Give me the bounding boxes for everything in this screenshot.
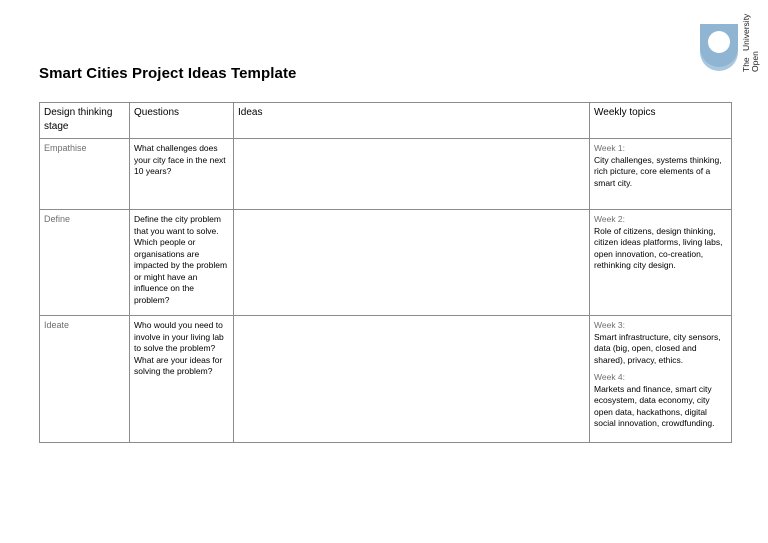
logo-text — [741, 13, 768, 72]
header-ideas: Ideas — [234, 103, 590, 139]
table-header-row — [40, 103, 732, 139]
table-row — [40, 210, 732, 316]
weekly-topics-cell — [590, 139, 732, 210]
question-cell: Define the city problem that you want to solve. Which people or organisations are impacted by the problem or might have an influence on the problem? — [130, 210, 234, 316]
table-row — [40, 316, 732, 443]
idea-cell[interactable] — [234, 210, 590, 316]
table-row — [40, 139, 732, 210]
header-weekly-topics: Weekly topics — [590, 103, 732, 139]
logo-text-line2: University — [741, 13, 751, 52]
week-topics: Smart infrastructure, city sensors, data (big, open, closed and shared), privacy, ethics. — [594, 331, 721, 365]
weekly-topics-cell — [590, 316, 732, 443]
week-label: Week 3: — [594, 320, 626, 330]
page-title: Smart Cities Project Ideas Template — [39, 65, 297, 82]
idea-cell[interactable] — [234, 139, 590, 210]
week-topics: Markets and finance, smart city ecosystem, data economy, city open data, hackathons, digital social innovation, crowdfunding. — [594, 383, 715, 428]
week-topics: City challenges, systems thinking, rich picture, core elements of a smart city. — [594, 154, 722, 188]
question-cell: What challenges does your city face in the next 10 years? — [130, 139, 234, 210]
week-topics: Role of citizens, design thinking, citizen ideas platforms, living labs, open innovation, co-creation, rethinking city design. — [594, 225, 723, 270]
idea-cell[interactable] — [234, 316, 590, 443]
stage-cell: Empathise — [40, 139, 130, 210]
header-design-thinking-stage: Design thinking stage — [40, 103, 130, 139]
stage-cell: Ideate — [40, 316, 130, 443]
header-questions: Questions — [130, 103, 234, 139]
question-cell: Who would you need to involve in your living lab to solve the problem? What are your ideas for solving the problem? — [130, 316, 234, 443]
week-label: Week 1: — [594, 143, 626, 153]
week-label: Week 4: — [594, 372, 626, 382]
weekly-topics-cell — [590, 210, 732, 316]
project-ideas-table — [39, 102, 732, 443]
week-label: Week 2: — [594, 214, 626, 224]
stage-cell: Define — [40, 210, 130, 316]
logo-text-line1: The Open — [741, 51, 760, 72]
